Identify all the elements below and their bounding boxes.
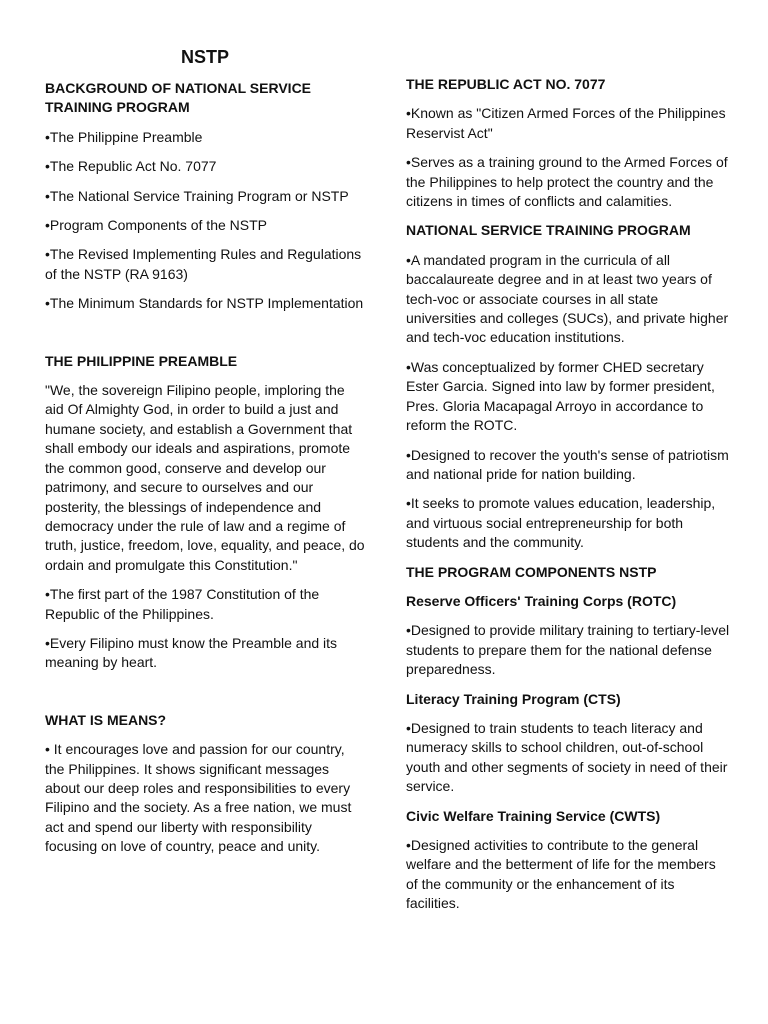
left-column: [45, 47, 365, 857]
rotc-text: •Designed to provide military training to tertiary-level students to prepare them for the national defense preparedness.: [406, 622, 730, 678]
nstp-heading: NATIONAL SERVICE TRAINING PROGRAM: [406, 222, 691, 239]
background-item: •Program Components of the NSTP: [45, 217, 267, 234]
background-item: •The National Service Training Program or NSTP: [45, 187, 349, 204]
components-heading: THE PROGRAM COMPONENTS NSTP: [406, 563, 657, 580]
nstp-item: •A mandated program in the curricula of all baccalaureate degree and in at least two years of tech-voc or associate courses in all state universities and colleges (SUCs), and private higher and tech-voc education institutions.: [406, 251, 729, 346]
document-title: NSTP: [180, 47, 229, 67]
cts-heading: Literacy Training Program (CTS): [406, 690, 621, 707]
right-column: [406, 75, 730, 914]
means-heading: WHAT IS MEANS?: [45, 711, 167, 728]
nstp-item: •It seeks to promote values education, leadership, and virtuous social entrepreneurship for both students and the community.: [406, 495, 716, 551]
preamble-item: •Every Filipino must know the Preamble and its meaning by heart.: [45, 634, 338, 671]
cts-text: •Designed to train students to teach literacy and numeracy skills to school children, out-of-school youth and other segments of society in need of their service.: [406, 719, 728, 795]
background-heading: BACKGROUND OF NATIONAL SERVICE TRAINING PROGRAM: [45, 80, 312, 116]
means-text: • It encourages love and passion for our country, the Philippines. It shows significant messages about our deep roles and responsibilities to every Filipino and the society. As a free nation, we must act and spend our liberty with responsibility focusing on love of country, peace and unity.: [45, 741, 352, 855]
republic-act-item: •Known as "Citizen Armed Forces of the Philippines Reservist Act": [406, 105, 726, 141]
preamble-item: •The first part of the 1987 Constitution of the Republic of the Philippines.: [45, 586, 320, 622]
nstp-item: •Was conceptualized by former CHED secretary Ester Garcia. Signed into law by former president, Pres. Gloria Macapagal Arroyo in accordance to reform the ROTC.: [406, 358, 715, 434]
background-item: •The Revised Implementing Rules and Regulations of the NSTP (RA 9163): [45, 246, 362, 282]
republic-act-item: •Serves as a training ground to the Armed Forces of the Philippines to help protect the country and the citizens in times of conflicts and calamities.: [406, 154, 728, 210]
cwts-text: •Designed activities to contribute to the general welfare and the betterment of life for the members of the community or the enhancement of its facilities.: [406, 837, 716, 912]
republic-act-heading: THE REPUBLIC ACT NO. 7077: [406, 76, 606, 92]
rotc-heading: Reserve Officers' Training Corps (ROTC): [406, 592, 677, 609]
preamble-heading: THE PHILIPPINE PREAMBLE: [45, 352, 238, 369]
background-item: •The Republic Act No. 7077: [45, 158, 217, 175]
preamble-quote: "We, the sovereign Filipino people, imploring the aid Of Almighty God, in order to build a just and humane society, and establish a Government that shall embody our ideals and aspirations, promote the common good, conserve and develop our patrimony, and secure to ourselves and our posterity, the blessings of independence and democracy under the rule of law and a regime of truth, justice, freedom, love, equality, and peace, do ordain and promulgate this Constitution.": [45, 382, 365, 573]
nstp-item: •Designed to recover the youth's sense of patriotism and national pride for nation building.: [406, 446, 729, 482]
background-item: •The Minimum Standards for NSTP Implementation: [45, 295, 364, 312]
background-item: •The Philippine Preamble: [45, 128, 203, 145]
cwts-heading: Civic Welfare Training Service (CWTS): [406, 807, 661, 824]
